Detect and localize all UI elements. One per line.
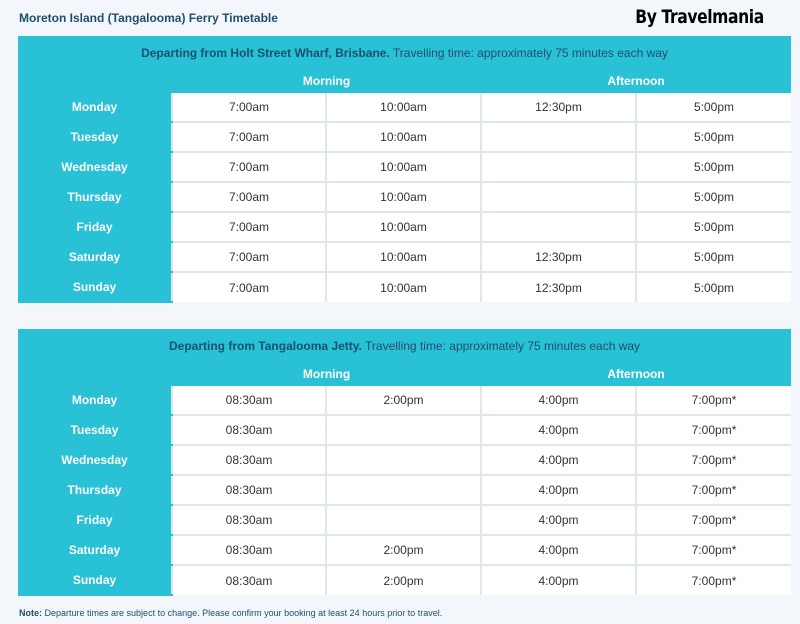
note-label: Note:: [19, 608, 42, 618]
day-label: Tuesday: [18, 415, 172, 445]
departure-time-cell: 4:00pm: [481, 415, 636, 445]
table-row: [18, 445, 791, 475]
departure-time-cell: 4:00pm: [481, 565, 636, 595]
table-row: [18, 475, 791, 505]
departure-time-cell: 2:00pm: [326, 386, 481, 415]
departure-time-cell: 7:00am: [172, 152, 326, 182]
departure-time-cell: 7:00am: [172, 93, 326, 122]
departure-time-cell: 5:00pm: [636, 272, 791, 302]
departure-time-cell: 08:30am: [172, 505, 326, 535]
departure-time-cell: 5:00pm: [636, 212, 791, 242]
departure-time-cell: 10:00am: [326, 93, 481, 122]
departure-label: Departing from Holt Street Wharf, Brisbane.: [141, 45, 390, 60]
departure-time-cell: 4:00pm: [481, 445, 636, 475]
afternoon-header: Afternoon: [481, 69, 791, 93]
departure-time-cell: 10:00am: [326, 272, 481, 302]
day-label: Monday: [18, 93, 172, 122]
day-label: Sunday: [18, 272, 172, 302]
departure-time-cell: 4:00pm: [481, 386, 636, 415]
departure-time-cell: 08:30am: [172, 445, 326, 475]
table-row: [18, 535, 791, 565]
departure-time-cell: 5:00pm: [636, 242, 791, 272]
table-row: [18, 386, 791, 415]
departure-time-cell: 5:00pm: [636, 182, 791, 212]
departure-time-cell: 7:00pm*: [636, 565, 791, 595]
departure-time-cell: 7:00pm*: [636, 386, 791, 415]
departure-time-cell: 7:00am: [172, 182, 326, 212]
table-row: [18, 152, 791, 182]
departure-time-cell: 5:00pm: [636, 122, 791, 152]
departure-time-cell: 4:00pm: [481, 475, 636, 505]
morning-header: Morning: [172, 362, 481, 386]
departure-time-cell: 12:30pm: [481, 272, 636, 302]
timetable-tangalooma: [18, 329, 791, 596]
timetable-brisbane: [18, 36, 791, 303]
departure-time-cell: [481, 182, 636, 212]
footer-note: [19, 608, 442, 618]
departure-time-cell: 2:00pm: [326, 535, 481, 565]
departure-time-cell: 10:00am: [326, 182, 481, 212]
day-label: Tuesday: [18, 122, 172, 152]
departure-time-cell: 10:00am: [326, 242, 481, 272]
departure-label: Departing from Tangalooma Jetty.: [168, 338, 362, 353]
day-header-spacer: [18, 69, 172, 93]
departure-time-cell: 08:30am: [172, 386, 326, 415]
departure-time-cell: 10:00am: [326, 122, 481, 152]
table-row: [18, 122, 791, 152]
departure-time-cell: 08:30am: [172, 535, 326, 565]
departure-time-cell: 10:00am: [326, 212, 481, 242]
departure-time-cell: [481, 152, 636, 182]
day-label: Wednesday: [18, 152, 172, 182]
departure-time-cell: 7:00am: [172, 272, 326, 302]
note-text: Departure times are subject to change. Please confirm your booking at least 24 hours prior to travel.: [44, 608, 443, 618]
departure-time-cell: 12:30pm: [481, 242, 636, 272]
table-row: [18, 242, 791, 272]
day-label: Friday: [18, 505, 172, 535]
departure-time-cell: 7:00pm*: [636, 535, 791, 565]
departure-time-cell: [326, 505, 481, 535]
table-caption: [18, 329, 791, 362]
departure-time-cell: 7:00pm*: [636, 475, 791, 505]
table-caption: [18, 36, 791, 69]
watermark: By Travelmania: [635, 6, 764, 28]
table-row: [18, 505, 791, 535]
morning-header: Morning: [172, 69, 481, 93]
departure-time-cell: 08:30am: [172, 565, 326, 595]
day-label: Sunday: [18, 565, 172, 595]
table-row: [18, 272, 791, 302]
table-row: [18, 93, 791, 122]
departure-time-cell: 08:30am: [172, 415, 326, 445]
table-row: [18, 565, 791, 595]
day-label: Thursday: [18, 475, 172, 505]
afternoon-header: Afternoon: [481, 362, 791, 386]
departure-time-cell: 4:00pm: [481, 535, 636, 565]
departure-time-cell: 5:00pm: [636, 152, 791, 182]
departure-time-cell: 7:00pm*: [636, 505, 791, 535]
departure-time-cell: 10:00am: [326, 152, 481, 182]
departure-time-cell: [481, 212, 636, 242]
day-label: Saturday: [18, 242, 172, 272]
table-row: [18, 212, 791, 242]
day-label: Saturday: [18, 535, 172, 565]
departure-time-cell: 2:00pm: [326, 565, 481, 595]
day-label: Friday: [18, 212, 172, 242]
departure-time-cell: 7:00am: [172, 212, 326, 242]
departure-time-cell: [481, 122, 636, 152]
departure-time-cell: 4:00pm: [481, 505, 636, 535]
page-title: Moreton Island (Tangalooma) Ferry Timetable: [19, 11, 278, 25]
departure-time-cell: [326, 475, 481, 505]
departure-time-cell: 5:00pm: [636, 93, 791, 122]
departure-time-cell: 7:00pm*: [636, 445, 791, 475]
day-label: Wednesday: [18, 445, 172, 475]
departure-time-cell: 7:00am: [172, 122, 326, 152]
departure-time-cell: 08:30am: [172, 475, 326, 505]
day-header-spacer: [18, 362, 172, 386]
departure-time-cell: [326, 445, 481, 475]
departure-time-cell: 12:30pm: [481, 93, 636, 122]
table-row: [18, 182, 791, 212]
table-row: [18, 415, 791, 445]
departure-time-cell: 7:00am: [172, 242, 326, 272]
travel-time: Travelling time: approximately 75 minutes each way: [365, 338, 641, 353]
departure-time-cell: 7:00pm*: [636, 415, 791, 445]
day-label: Thursday: [18, 182, 172, 212]
day-label: Monday: [18, 386, 172, 415]
travel-time: Travelling time: approximately 75 minutes each way: [392, 45, 668, 60]
departure-time-cell: [326, 415, 481, 445]
